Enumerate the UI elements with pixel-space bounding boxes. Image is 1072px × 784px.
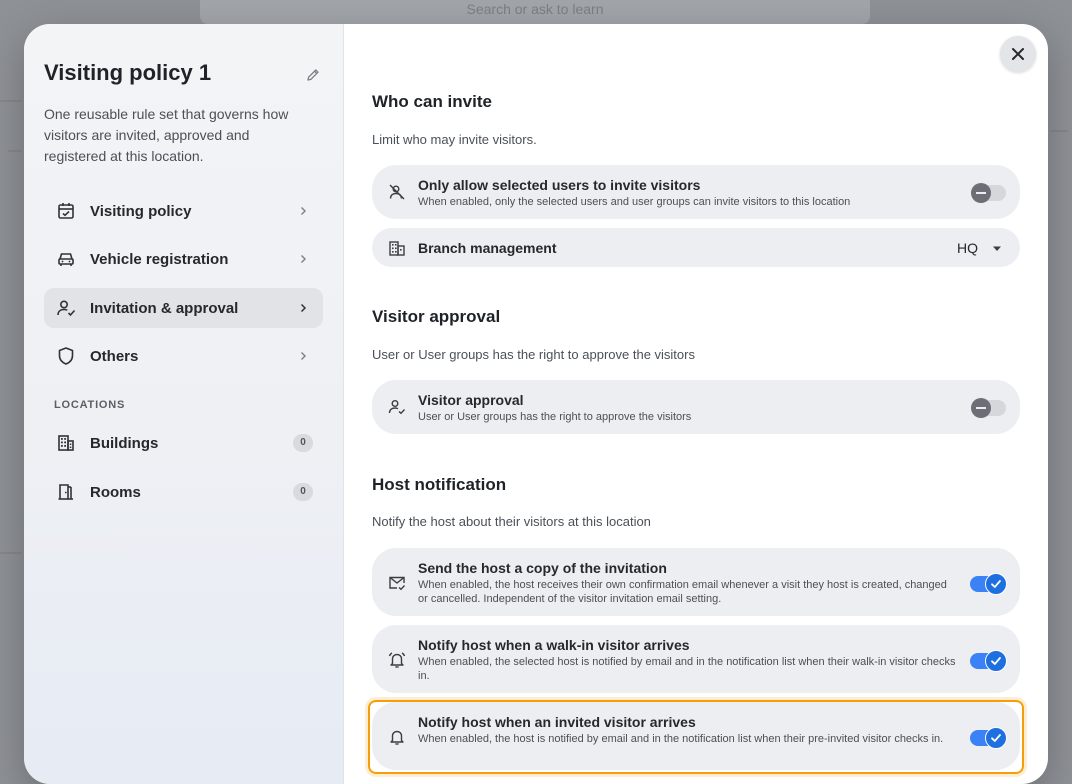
bell-icon [388, 728, 406, 746]
branch-dropdown-value[interactable]: HQ [957, 240, 978, 256]
dropdown-label: Branch management [418, 240, 557, 256]
checkmark-icon [990, 578, 1002, 590]
setting-row-invited-visitor [372, 702, 1020, 770]
toggle-knob [985, 650, 1007, 672]
toggle-switch-on[interactable] [970, 576, 1006, 592]
chevron-right-icon [297, 302, 309, 314]
setting-row-branch-management[interactable] [372, 228, 1020, 267]
location-item-buildings[interactable] [44, 423, 323, 463]
checkmark-icon [990, 732, 1002, 744]
background-search-bar: Search or ask to learn [200, 0, 870, 24]
location-item-label: Rooms [90, 483, 141, 501]
background-fragment [0, 100, 22, 102]
close-icon [1010, 46, 1026, 62]
toggle-switch-on[interactable] [970, 730, 1006, 746]
policy-title: Visiting policy 1 [44, 60, 212, 85]
visiting-policy-modal [24, 24, 1048, 784]
count-badge: 0 [293, 434, 313, 452]
nav-item-visiting-policy[interactable] [44, 191, 323, 231]
toggle-knob [985, 727, 1007, 749]
nav-item-invitation-approval[interactable] [44, 288, 323, 328]
setting-title: Notify host when an invited visitor arrives [418, 714, 696, 730]
nav-item-label: Invitation & approval [90, 299, 239, 317]
section-title-who-can-invite: Who can invite [372, 92, 492, 111]
door-icon [56, 482, 76, 502]
calendar-check-icon [56, 201, 76, 221]
toggle-knob [985, 573, 1007, 595]
chevron-right-icon [297, 253, 309, 265]
setting-subtitle: User or User groups has the right to approve the visitors [418, 411, 692, 423]
setting-row-visitor-approval [372, 380, 1020, 434]
setting-row-only-selected-users [372, 165, 1020, 219]
toggle-knob [971, 398, 991, 418]
setting-title: Visitor approval [418, 392, 524, 408]
bell-ring-icon [388, 651, 406, 669]
nav-item-label: Vehicle registration [90, 250, 229, 268]
close-button[interactable] [1000, 36, 1036, 72]
nav-item-label: Visiting policy [90, 202, 192, 220]
toggle-switch-off[interactable] [972, 185, 1006, 201]
count-badge: 0 [293, 483, 313, 501]
section-description: Limit who may invite visitors. [372, 132, 537, 147]
location-item-label: Buildings [90, 434, 159, 452]
nav-item-others[interactable] [44, 336, 323, 376]
section-title-host-notification: Host notification [372, 475, 507, 494]
shield-icon [56, 346, 76, 366]
sidebar [24, 24, 344, 784]
toggle-knob [971, 183, 991, 203]
building-icon [56, 433, 76, 453]
building-icon [388, 239, 406, 257]
setting-subtitle: When enabled, the host is notified by email and in the notification list when their pre-invited visitor checks in. [418, 733, 944, 745]
pencil-icon[interactable] [305, 67, 321, 83]
user-check-icon [56, 298, 76, 318]
setting-subtitle: When enabled, only the selected users and user groups can invite visitors to this location [418, 196, 851, 208]
setting-title: Send the host a copy of the invitation [418, 560, 667, 576]
user-off-icon [388, 183, 406, 201]
locations-heading: LOCATIONS [54, 399, 126, 411]
user-check-icon [388, 398, 406, 416]
chevron-right-icon [297, 205, 309, 217]
section-title-visitor-approval: Visitor approval [372, 307, 501, 326]
setting-subtitle: When enabled, the selected host is notified by email and in the notification list when their walk-in visitor checks in. [418, 656, 956, 682]
section-description: Notify the host about their visitors at this location [372, 514, 651, 529]
location-item-rooms[interactable] [44, 472, 323, 512]
setting-title: Only allow selected users to invite visitors [418, 177, 701, 193]
policy-description: One reusable rule set that governs how visitors are invited, approved and registered at this location. [44, 106, 289, 164]
nav-item-label: Others [90, 347, 139, 365]
toggle-switch-on[interactable] [970, 653, 1006, 669]
checkmark-icon [990, 655, 1002, 667]
setting-row-walk-in-visitor [372, 625, 1020, 693]
toggle-switch-off[interactable] [972, 400, 1006, 416]
background-fragment [0, 552, 22, 554]
background-fragment [1050, 130, 1068, 132]
setting-row-host-copy-invitation [372, 548, 1020, 616]
setting-title: Notify host when a walk-in visitor arrives [418, 637, 690, 653]
background-fragment [8, 150, 22, 152]
chevron-right-icon [297, 350, 309, 362]
car-icon [56, 249, 76, 269]
caret-down-icon [992, 245, 1002, 253]
setting-subtitle: When enabled, the host receives their own confirmation email whenever a visit they host is created, changed or cancelled. Independent of the visitor invitation email setting. [418, 579, 947, 605]
nav-item-vehicle-registration[interactable] [44, 239, 323, 279]
mail-check-icon [388, 574, 406, 592]
section-description: User or User groups has the right to approve the visitors [372, 347, 695, 362]
